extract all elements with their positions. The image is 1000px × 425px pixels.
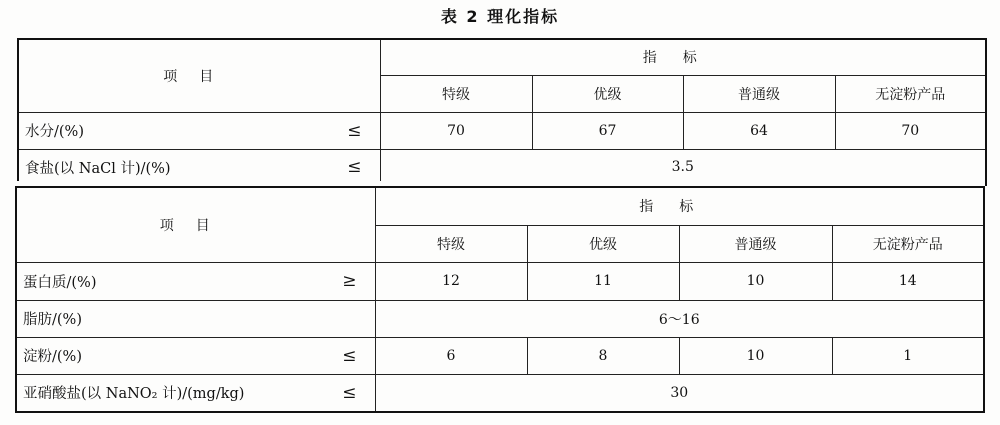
value-cell: 1	[832, 337, 984, 374]
value-cell: 10	[679, 337, 832, 374]
table-row	[18, 112, 986, 149]
grade-header-standard: 普通级	[679, 225, 832, 262]
value-cell: 10	[679, 262, 832, 300]
row-label-cell	[16, 262, 375, 300]
row-label-cell	[16, 337, 375, 374]
grade-header-standard: 普通级	[683, 75, 835, 112]
merged-value-cell: 30	[375, 374, 984, 412]
row-label: 亚硝酸盐(以 NaNO₂ 计)/(mg/kg)	[23, 386, 245, 403]
grade-header-superior: 优级	[527, 225, 679, 262]
grade-header-starch-free: 无淀粉产品	[832, 225, 984, 262]
table-row	[16, 300, 984, 337]
grade-header-superior: 优级	[532, 75, 683, 112]
row-label: 食盐(以 NaCl 计)/(%)	[25, 160, 171, 177]
value-cell: 70	[835, 112, 986, 149]
grade-header-premium: 特级	[380, 75, 532, 112]
row-label-cell	[18, 112, 380, 149]
value-cell: 12	[375, 262, 527, 300]
row-label: 脂肪/(%)	[23, 312, 82, 328]
item-header: 项目	[16, 187, 375, 262]
row-label-cell	[16, 374, 375, 412]
merged-value-cell: 6～16	[375, 300, 984, 337]
table-row	[16, 337, 984, 374]
row-label-cell	[16, 300, 375, 337]
indicator-table-top	[17, 38, 987, 186]
table-row	[16, 374, 984, 412]
value-cell: 64	[683, 112, 835, 149]
operator-symbol: ≥	[342, 271, 357, 291]
value-cell: 67	[532, 112, 683, 149]
item-header: 项目	[18, 39, 380, 112]
row-label-cell	[18, 149, 380, 185]
merged-value-cell: 3.5	[380, 149, 986, 185]
value-cell: 70	[380, 112, 532, 149]
table-row	[16, 262, 984, 300]
indicator-table-bottom	[15, 186, 985, 413]
table-title: 表 2 理化指标	[440, 7, 560, 26]
row-label: 水分/(%)	[25, 124, 84, 140]
operator-symbol: ≤	[342, 345, 357, 366]
table-row	[18, 149, 986, 185]
indicator-header: 指标	[380, 39, 986, 75]
value-cell: 11	[527, 262, 679, 300]
grade-header-premium: 特级	[375, 225, 527, 262]
operator-symbol: ≤	[347, 157, 362, 177]
value-cell: 8	[527, 337, 679, 374]
grade-header-starch-free: 无淀粉产品	[835, 75, 986, 112]
row-label: 淀粉/(%)	[23, 349, 82, 365]
operator-symbol: ≤	[347, 120, 362, 141]
row-label: 蛋白质/(%)	[23, 274, 97, 291]
value-cell: 14	[832, 262, 984, 300]
operator-symbol: ≤	[342, 382, 357, 403]
indicator-header: 指标	[375, 187, 984, 225]
value-cell: 6	[375, 337, 527, 374]
